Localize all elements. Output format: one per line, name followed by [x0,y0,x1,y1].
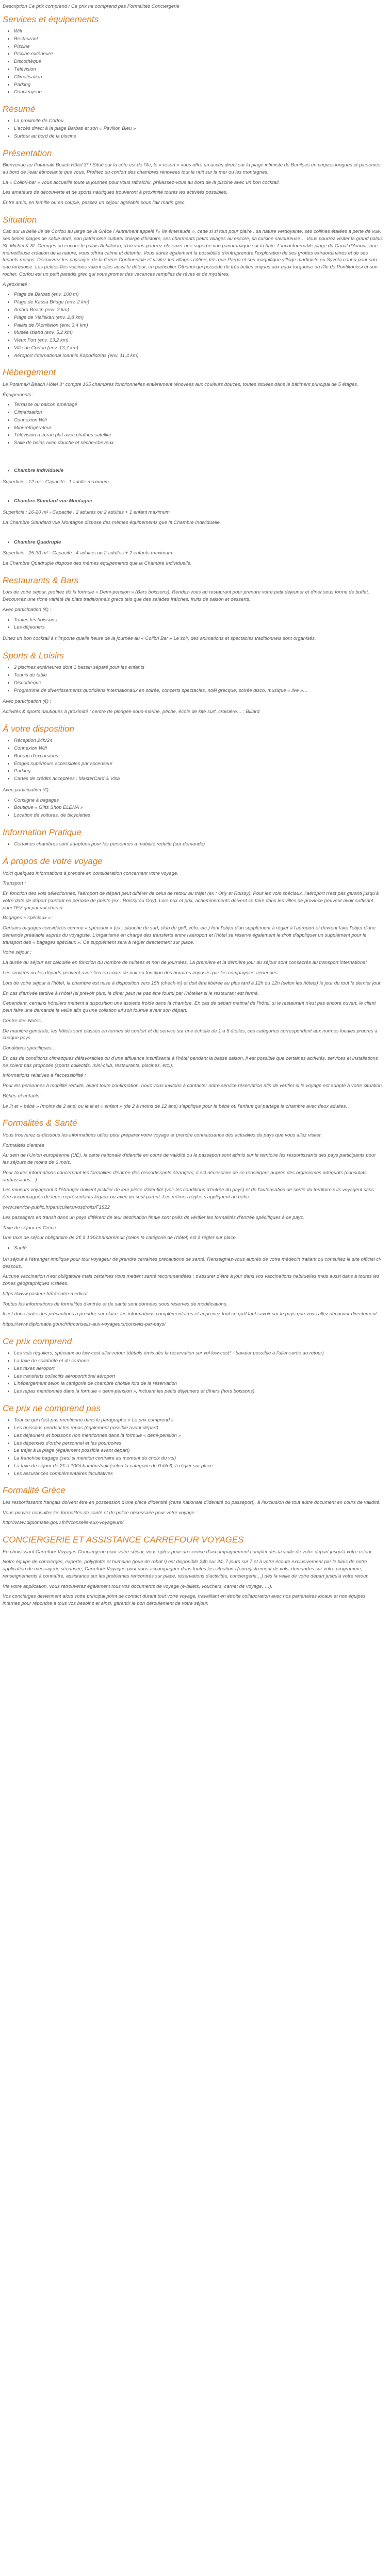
prix-ne-comprend-section [3,1403,383,1478]
paragraph: Certains bagages considérés comme « spéciaux » (ex : planche de surf, club de golf, vélo, etc.) font l'objet d'un supplément à régler à l'aéroport et devront faire l'objet d'une demande préalable auprès du voyagiste. L'organisme en charge des transferts entre l'aéroport et l'hôtel se réserve également le droit d'appliquer un supplément pour le transport des « bagages spéciaux ». Ce supplément sera à régler directement sur place. [3,925,376,945]
presentation-section [3,148,383,207]
list-item: • 2 piscines extérieures dont 1 bassin séparé pour les enfants [14,664,383,671]
list-item: • Programme de divertissements quotidiens internationaux en soirée, concerts spectacles, noël grecque, soirée disco, musique « live »… [14,687,383,694]
paragraph: En choisissant Carrefour Voyages Conciergerie pour votre séjour, vous optez pour un service d'accompagnement complet dès la veille de votre départ jusqu'à votre retour. [3,1549,373,1555]
list-item: • Les boissons pendant les repas (également possible avant départ) [14,1425,383,1432]
paragraph: Formalités d'entrée [3,1142,45,1148]
list-item: • Musée Island (env. 5,2 km) [14,329,383,336]
list-item: • La proximité de Corfou [14,117,383,125]
list-item: • Télévision à écran plat avec chaînes satellite [14,432,383,439]
list-item: • Les déjeuners et boissons non mentionnés dans la formule « demi-pension » [14,1432,383,1439]
list-item: • Parking [14,81,383,89]
paragraph: Bagages « spéciaux » : [3,915,54,921]
room-text: Superficie : 16-20 m² - Capacité : 2 adultes ou 2 adultes + 1 enfant maximum [3,510,170,516]
list-item: • Terrasse ou balcon aménagé [14,401,383,409]
paragraph: Les arrivées ou les départs peuvent avoir lieu en cours de nuit en fonction des horaires imposés par les compagnies aériennes. [3,970,279,976]
prix-ne-comprend-title: Ce prix ne comprend pas [3,1403,101,1413]
room-title-standard: • Chambre Standard vue Montagne [14,498,383,505]
list-item: • Consigne à bagages [14,797,383,804]
paragraph: Bébés et enfants : [3,1093,42,1099]
list-item: • Certaines chambres sont adaptées pour les personnes à mobilité réduite (sur demande) [14,841,383,848]
disposition-section [3,724,383,819]
restaurants-title: Restaurants & Bars [3,575,79,585]
list-item: • Palais de l'Achilleion (env. 3,4 km) [14,322,383,329]
room-title-quadruple: • Chambre Quadruple [14,539,383,546]
list-item: • Location de voitures, de bicyclettes [14,812,383,819]
list-item: • Restaurant [14,36,383,43]
proximity-list [3,291,383,359]
room-text: Superficie : 25-30 m² - Capacité : 4 adultes ou 2 adultes + 2 enfants maximum [3,550,172,556]
situation-title: Situation [3,214,37,225]
presentation-title: Présentation [3,148,52,158]
list-item: • Tennis de table [14,672,383,679]
services-list [3,28,383,96]
disposition-extra-list [3,797,383,819]
paragraph: Bienvenue au Potamaki Beach Hôtel 3* ! Situé sur la côte est de l'île, le « resort » vous offre un accès direct sur la plage intimiste de Benitses en criques longues et parsemés au bord de l'eau étincelante que vous. Profitez du confort des chambres rénovées tout le nuit sur la mer ou les montagnes. [3,162,381,175]
list-item: • Étages supérieurs accessibles par ascenseur [14,760,383,768]
list-item: • Parking [14,768,383,775]
room-list [3,498,383,505]
list-item: • Le trajet à la plage (également possible avant départ) [14,1447,383,1454]
sports-title: Sports & Loisirs [3,650,64,660]
paragraph: Un séjour à l'étranger implique pour tout voyageur de prendre certaines précautions de santé. Renseignez-vous auprès de votre médecin traitant ou consultez le site officiel ci-dessous. [3,1256,382,1269]
list-item: • Piscine extérieure [14,50,383,58]
avec-label: Avec participation (€) : [3,606,52,613]
paragraph: À proximité : [3,281,30,287]
formalite-grece-title: Formalité Grèce [3,1485,66,1496]
avec-label: Avec participation (€) : [3,787,52,793]
paragraph: Il est donc toutes les précautions à prendre sur place, les informations complémentaires et apprenez tout ce qu'il faut savoir sur le pays que vous allez découvrir directement : [3,1311,380,1317]
room-title-individuelle: • Chambre Individuelle [14,467,383,474]
list-item: • Les transferts collectifs aéroport/hôtel aéroport [14,1373,383,1380]
paragraph: Les passagers en transit dans un pays différent de leur destination finale sont priés de vérifier les formalités d'entrée spécifiques à ce pays. [3,1214,304,1221]
list-item: • La franchise bagage (seul si mention contraire au moment du choix du vol) [14,1455,383,1462]
list-item: • Plage de Yialiskari (env. 2,8 km) [14,314,383,321]
prix-ne-comprend-list [3,1417,383,1477]
paragraph: Là « Colibri-bar » vous accueille toute la journée pour vous rafraichir, prélassez-vous au bord de la piscine avec un bon cocktail. [3,179,280,185]
propos-title: À propos de votre voyage [3,856,103,867]
list-item: • Les dépenses d'ordre personnel et les pourboires [14,1440,383,1447]
paragraph: Cap sur la belle île de Corfou au large de la Grèce ! Autrement appelé l'« île émeraude », cette si si tout pour plaire : sa nature verdoyante, ses collines étalées à perte de vue, ses belles plages de sable doré, son patrimoine culturel chargé d'histoire, ses charmants petits villages au encore, sa cuisine savoureuse… Vous pourrez visiter la grand palais St. Michel & St. Georges ou encore le palais Achilleion, d'où vous pourrez observer une superbe vue panoramique sur la baie. L'incontournable plage du Canal d'Amour, une merveilleuse création de la nature, vous offrira calme et détente. Vous aurez également la possibilité d'entreprendre l'exploration de ses grottes extraordinaires et de ses tunnels marins. Découvrez les paysages de la Grèce Continentale et visitez les villages côtiers tels que Parga et son magnifique village martiniste ou Syvota connu pour son eau turquoise. Les petites îles voisines valent elles aussi le détour, en particulier Othonoi qui possède de très belles criques aux eaux turquoise ou l'île de Pontikonissi et son rocher. Corfou est un petit paradis grec qui vous promet des vacances remplies de rêves et de mystères. [3,229,383,277]
hebergement-section [3,367,383,567]
list-item: • La taxe de solidarité et de carbone [14,1358,383,1365]
list-item: • Santé [14,1245,383,1252]
prix-comprend-list [3,1350,383,1395]
situation-section [3,215,383,359]
list-item: • Toutes les boissons [14,617,383,624]
paragraph: Notre équipe de concierges, experte, polyglotte et humaine (joue de robot !) est disponible 24h sur 24, 7 jours sur 7 et à votre écoute exclusivement par le biais de notre application de messagerie sécurisée, Carrefour Voyages pour vous accompagner dans toutes les situations (enregistrement de vols, demandes sur votre programme, renseignements à connaître, assistance sur les problèmes rencontrés sur place, réservations d'activités, conciergerie…) dès la veille de votre départ jusqu'à votre retour. [3,1559,369,1579]
list-item: • Boutique « Gifts Shop ELENA » [14,804,383,811]
paragraph: La durée du séjour est calculée en fonction du nombre de nuitées et non de journées. La première et la dernière jour du séjour sont consacrés au transport international. [3,960,368,966]
paragraph: Les amateurs de découverte et de sports nautiques trouveront à proximité toutes les activités possibles. [3,190,228,196]
list-item: • Aéroport International Ioannis Kapodistrias (env. 11,4 km) [14,352,383,360]
paragraph: Pour toutes informations concernant les formalités d'entrée des ressortissants étrangers, il est nécessaire de se renseigner auprès des organismes adéquats (consulats, ambassades…). [3,1170,368,1183]
paragraph: Voici quelques informations à prendre en considération concernant votre voyage. [3,870,178,876]
formalite-grece-section [3,1485,383,1527]
list-item: • Les déjeuners [14,624,383,631]
list-item: • L'accès direct à la plage Barbati et son « Pavillon Bleu » [14,125,383,132]
paragraph: De manière générale, les hôtels sont classés en termes de confort et de service sur une échelle de 1 à 5 étoiles, ces catégories correspondent aux normes locales propres à chaque pays. [3,1028,378,1041]
paragraph: Entre amis, en famille ou en couple, passez un séjour agréable sous l'air marin grec. [3,200,186,206]
list-item: • Climatisation [14,74,383,81]
paragraph: En cas d'arrivée tardive à l'hôtel (si prévoir plus, le dîner peut ne pas être fourni par l'hôtelier si le restaurant est fermé. [3,990,259,996]
paragraph: http://www.diplomatie.gouv.fr/fr/conseils-aux-voyageurs/ [3,1520,124,1526]
resume-title: Résumé [3,104,36,114]
info-pratique-section [3,827,383,848]
paragraph: Votre séjour : [3,950,32,956]
paragraph: Le lit et « bébé » (moins de 2 ans) ou le lit et « enfant » (de 2 à moins de 12 ans) s'applique pour le bébé ou l'enfant qui partage la chambre avec deux adultes. [3,1103,348,1109]
paragraph: Les ressortissants français doivent être en possession d'une pièce d'identité (carte nationale d'identité ou passeport), à l'exclusion de tout autre document en cours de validité. [3,1499,381,1505]
list-item: • Vieux Fort (env. 13,2 km) [14,337,383,344]
list-item: • Ambra Beach (env. 3 km) [14,307,383,314]
list-item: • Réception 24h/24 [14,737,383,744]
services-title: Services et équipements [3,14,99,24]
list-item: • Plage de Barbati (env. 100 m) [14,291,383,298]
paragraph: Les mineurs voyageant à l'étranger doivent justifier de leur pièce d'identité (voir les conditions d'entrée du pays) et de l'autorisation de sortie du territoire s'ils voyagent sans être accompagnés de leurs représentants légaux ou avec un seul parent. Les mêmes règles s'appliquent au bébé. [3,1187,374,1200]
paragraph: Vos concierges deviennent alors votre principal point de contact durant tout votre voyage, travaillant en étroite collaboration avec nos partenaires locaux et nos équipes internes pour répondre à tous vos besoins et ainsi, garantir le bon déroulement de votre séjour. [3,1594,366,1607]
paragraph: Une taxe de séjour obligatoire de 2€ à 10€/chambre/nuit (selon la catégorie de l'hôtel) est à régler sur place. [3,1235,237,1241]
paragraph: En fonction des vols sélectionnés, l'aéroport de départ peut différer de celui de retour au trajet (ex : Orly et Roissy). Pour les vols spéciaux, l'aéroport n'est pas garanti jusqu'à votre date de départ (surtout en période de pointe (ex : Roissy ou Orly). Lors prix et prix, acheminements doivent se faire dans les villes de province peuvent avoir suffisant pour l'EV qui par vol charter. [3,891,379,911]
hebergement-title: Hébergement [3,367,56,378]
equipment-list [3,401,383,447]
prix-comprend-title: Ce prix comprend [3,1336,72,1346]
paragraph: Vous trouverez ci-dessous les informations utiles pour préparer votre voyage et prendre connaissance des actualités du pays que vous allez visiter. [3,1132,322,1138]
services-section [3,14,383,96]
room-list [3,467,383,474]
list-item: • Bureau d'excursions [14,753,383,760]
info-pratique-title: Information Pratique [3,827,82,838]
sports-section [3,651,383,716]
list-item: • Tout ce qui n'est pas mentionné dans le paragraphe « Le prix comprend » [14,1417,383,1424]
room-note: La Chambre Quadruple dispose des mêmes équipements que la Chambre Individuelle. [3,561,192,567]
paragraph: En cas de conditions climatiques défavorables ou d'une affluence insuffisante à l'hôtel pendant la basse saison, il est possible que certaines activités, services et installations ne soient pas proposés (sports collectifs, mini-club, restaurants, piscines, etc.). [3,1055,378,1069]
list-item: • Climatisation [14,409,383,416]
list-item: • Discothèque [14,680,383,687]
paragraph: Le Potamaki Beach Hôtel 3* compte 165 chambres fonctionnelles entièrement rénovées aux couleurs douces, toutes situées dans le bâtiment principal de 5 étages. [3,381,359,387]
conciergerie-title: CONCIERGERIE ET ASSISTANCE CARREFOUR VOYAGES [3,1535,244,1545]
room-list [3,539,383,546]
list-item: • Les assurances complémentaires facultatives [14,1470,383,1478]
paragraph: https://www.diplomatie.gouv.fr/fr/conseils-aux-voyageurs/conseils-par-pays/ [3,1321,166,1328]
resume-section [3,104,383,140]
paragraph: Informations relatives à l'accessibilité : [3,1073,86,1079]
restaurants-section [3,575,383,642]
list-item: • Les repas mentionnés dans la formule « demi-pension », incluant les petits déjeuners et dîners (hors boissons) [14,1388,383,1395]
paragraph: https://www.pasteur.fr/fr/centre-medical [3,1291,88,1297]
conciergerie-section [3,1535,383,1607]
room-note: La Chambre Standard vue Montagne dispose des mêmes équipements que la Chambre Individuelle. [3,519,221,526]
list-item: • Mini-réfrigérateur [14,425,383,432]
formalites-sante-title: Formalités & Santé [3,1118,77,1128]
paragraph: Conditions spécifiques : [3,1045,55,1052]
disposition-list [3,737,383,783]
paragraph: Aucune vaccination n'est obligatoire mais certaines vous mettent santé recommandées : s'assurer d'être à jour dans vos vaccinations habituelles mais aussi dans à toutes les zones géographiques visitées. [3,1274,380,1287]
paragraph: www.service-public.fr/particuliers/vosdroits/F1922 [3,1204,110,1210]
paragraph: Vous pouvez consulter les formalités de santé et de police nécessaire pour votre voyage : [3,1510,198,1516]
room-text: Superficie : 12 m² - Capacité : 1 adulte maximum [3,479,109,485]
paragraph: Dînez un bon cocktail à n'importe quelle heure de la journée au « Colibri Bar » Le soir, des animations et spectacles traditionnels sont organisés. [3,636,316,642]
paragraph: Via votre application, vous retrouverez également tous vos documents de voyage (e-billets, vouchers, carnet de voyage, …). [3,1583,273,1589]
formalites-sante-section [3,1118,383,1328]
propos-section [3,856,383,1110]
list-item: • Wifi [14,28,383,35]
paragraph: Centre des Notes : [3,1018,44,1024]
list-item: • Conciergerie [14,89,383,96]
paragraph: Au sein de l'Union européenne (UE), la carte nationale d'identité en cours de validité ou le passeport sont admis sur le territoire les ressortissants des pays participants pour les séjours de moins de 6 mois. [3,1153,376,1166]
list-item: • Télévision [14,66,383,73]
list-item: • Discothèque [14,58,383,65]
list-item: • Cartes de crédits acceptées : MasterCard & Visa [14,775,383,783]
paragraph: Toutes les informations de formalités d'entrée et de santé sont données sous réserves de modifications. [3,1301,228,1307]
equip-label: Équipements : [3,392,34,398]
paragraph: Pour les personnes à mobilité réduite, avant toute confirmation, nous vous invitons à contacter notre service réservation afin de vérifier si le voyage est adapté à votre situation. [3,1083,383,1089]
paragraph: Transport : [3,880,26,887]
top-note: Description Ce prix comprend / Ce prix ne comprend pas Formalités Conciergerie [3,4,180,9]
list-item: • Surtout au bord de la piscine [14,133,383,140]
list-item: • Salle de bains avec douche et sèche-cheveux [14,439,383,447]
list-item: • Connexion Wifi [14,417,383,424]
list-item: • Les taxes aéroport [14,1365,383,1372]
list-item: • Ville de Corfou (env. 13,7 km) [14,345,383,352]
resume-list [3,117,383,140]
list-item: • La taxe de séjour de 2€ à 10€/chambre/nuit (selon la catégorie de l'hôtel), à régler sur place [14,1463,383,1470]
prix-comprend-section [3,1336,383,1395]
sante-list [3,1245,383,1252]
list-item: • Piscine [14,43,383,50]
disposition-title: À votre disposition [3,723,74,734]
sports-list [3,664,383,694]
restaurant-extra-list [3,617,383,632]
paragraph: Lors de votre séjour à l'hôtel, la chambre est mise à disposition vers 15h (check-in) et doit être libérée au plus tard à 12h ou 12h (selon les hôtels) le jour du tout le dernier jour. [3,980,382,986]
list-item: • L'hébergement selon la catégorie de chambre choisie lors de la réservation [14,1380,383,1387]
paragraph: Lors de votre séjour, profitez de la formule « Demi-pension » (Bars boissons). Rendez-vous au restaurant pour prendre votre petit déjeuner et dîner sous forme de buffet. Découvrez une riche variété de plats traditionnels grecs tels que des salades fraîches, fruits de saison et desserts. [3,589,369,603]
avec-label: Avec participation (€) : [3,699,52,705]
list-item: • Les vols réguliers, spéciaux ou low-cost aller-retour (détails émis dès la réservation sur vol low-cost* - bavaier possible à l'aller-sortie au retour) [14,1350,383,1357]
paragraph: Taxe de séjour en Grèce [3,1225,56,1231]
list-item: • Connexion Wifi [14,745,383,752]
list-item: • Plage de Kassa Bridge (env. 2 km) [14,299,383,306]
info-pratique-list [3,841,383,848]
paragraph: Cependant, certains hôteliers mettent à disposition une assiette froide dans la chambre. En cas de départ matinal de l'hôtel, si le restaurant n'est pas encore ouvert, le client peut faire une demande la veille afin qu'une collation lui soit fournie avant son départ. [3,1001,376,1014]
paragraph: Activités & sports nautiques à proximité : centre de plongée sous-marine, pêche, école de kite surf, croisière… ; Billard [3,709,259,715]
